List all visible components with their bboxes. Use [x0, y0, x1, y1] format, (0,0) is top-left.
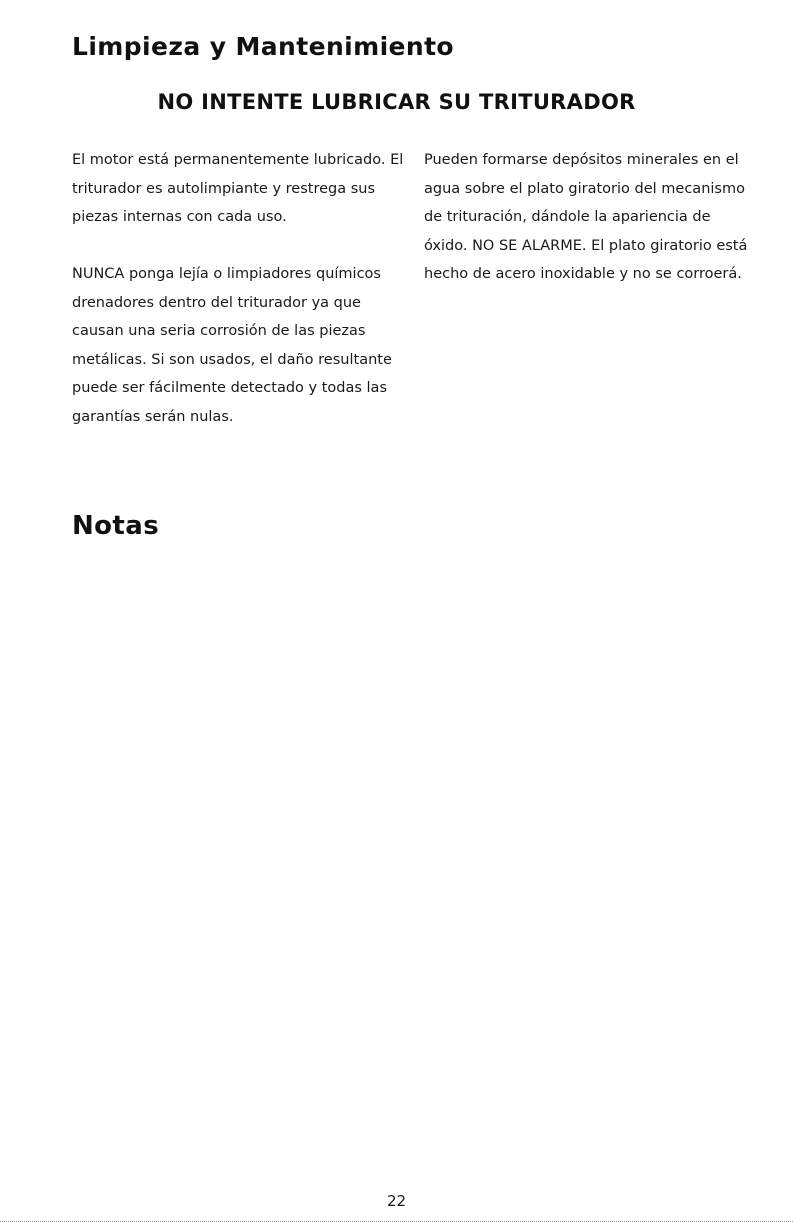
page-number: 22 [386, 1192, 407, 1210]
section-title-notes: Notas [72, 511, 160, 541]
warning-heading: NO INTENTE LUBRICAR SU TRITURADOR [157, 90, 636, 114]
chemical-warning-paragraph: NUNCA ponga lejía o limpiadores químicos drenadores dentro del triturador ya que causan una seria corrosión de las piezas metálicas. Si son usados, el daño resultante puede ser fácilmente detectado y todas las garantías serán nulas. [72, 266, 392, 425]
left-text-column [72, 146, 412, 460]
section-title-cleaning-maintenance: Limpieza y Mantenimiento [72, 32, 455, 61]
mineral-deposits-paragraph: Pueden formarse depósitos minerales en el agua sobre el plato giratorio del mecanismo de trituración, dándole la apariencia de óxido. NO SE ALARME. El plato giratorio está hecho de acero inoxidable y no se corroerá. [424, 152, 748, 282]
page-bottom-divider [0, 1221, 793, 1222]
motor-lubrication-paragraph: El motor está permanentemente lubricado. El triturador es autolimpiante y restrega sus piezas internas con cada uso. [72, 152, 404, 225]
right-text-column [424, 146, 754, 317]
